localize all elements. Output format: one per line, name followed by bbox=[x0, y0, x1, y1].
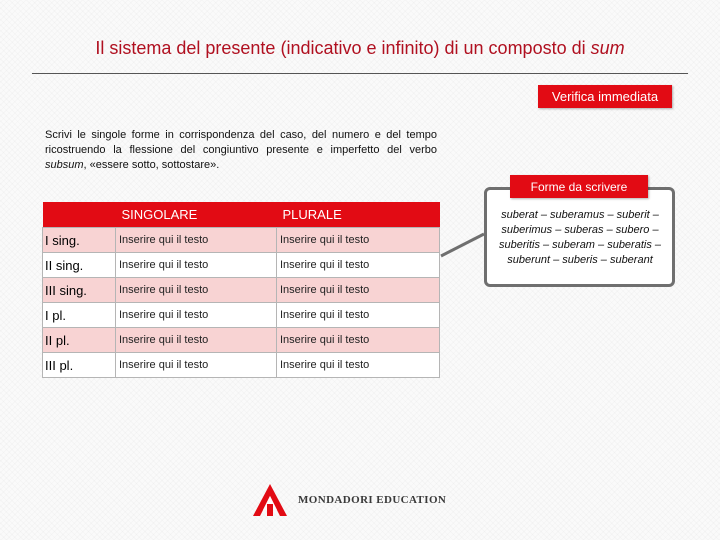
row-label: II sing. bbox=[43, 253, 116, 278]
input-cell-singolare[interactable]: Inserire qui il testo bbox=[116, 228, 277, 253]
mondadori-rose-icon bbox=[250, 482, 290, 518]
verifica-immediata-button[interactable]: Verifica immediata bbox=[538, 85, 672, 108]
table-row bbox=[43, 353, 440, 378]
forme-da-scrivere-label: Forme da scrivere bbox=[510, 175, 648, 198]
page-title-text: Il sistema del presente (indicativo e infinito) di un composto di bbox=[95, 38, 591, 58]
input-cell-singolare[interactable]: Inserire qui il testo bbox=[116, 303, 277, 328]
input-cell-plurale[interactable]: Inserire qui il testo bbox=[277, 353, 440, 378]
page-title-italic: sum bbox=[590, 38, 625, 58]
input-cell-plurale[interactable]: Inserire qui il testo bbox=[277, 328, 440, 353]
table-row bbox=[43, 303, 440, 328]
row-label: I pl. bbox=[43, 303, 116, 328]
input-cell-singolare[interactable]: Inserire qui il testo bbox=[116, 328, 277, 353]
header-empty bbox=[43, 202, 116, 228]
mondadori-logo bbox=[250, 482, 470, 518]
input-cell-plurale[interactable]: Inserire qui il testo bbox=[277, 253, 440, 278]
conjugation-table bbox=[42, 202, 440, 378]
input-cell-singolare[interactable]: Inserire qui il testo bbox=[116, 253, 277, 278]
logo-text: MONDADORI EDUCATION bbox=[298, 494, 447, 506]
instructions-gloss: , «essere sotto, sottostare». bbox=[83, 159, 220, 171]
table-row bbox=[43, 278, 440, 303]
input-cell-plurale[interactable]: Inserire qui il testo bbox=[277, 228, 440, 253]
forme-list: suberat – suberamus – suberit – suberimus – suberas – subero – suberitis – suberam – suberatis – suberunt – suberis – suberant bbox=[498, 209, 662, 266]
table-row bbox=[43, 228, 440, 253]
header-singolare: SINGOLARE bbox=[116, 202, 277, 228]
row-label: III pl. bbox=[43, 353, 116, 378]
instructions bbox=[45, 128, 437, 173]
table-header-row bbox=[43, 202, 440, 228]
input-cell-plurale[interactable]: Inserire qui il testo bbox=[277, 303, 440, 328]
header-plurale: PLURALE bbox=[277, 202, 440, 228]
instructions-verb: subsum bbox=[45, 159, 84, 171]
row-label: II pl. bbox=[43, 328, 116, 353]
table-row bbox=[43, 328, 440, 353]
input-cell-plurale[interactable]: Inserire qui il testo bbox=[277, 278, 440, 303]
page-title bbox=[0, 38, 720, 59]
instructions-text: Scrivi le singole forme in corrispondenza del caso, del numero e del tempo ricostruendo la flessione del congiuntivo presente e imperfetto del verbo bbox=[45, 129, 437, 156]
input-cell-singolare[interactable]: Inserire qui il testo bbox=[116, 353, 277, 378]
row-label: III sing. bbox=[43, 278, 116, 303]
row-label: I sing. bbox=[43, 228, 116, 253]
input-cell-singolare[interactable]: Inserire qui il testo bbox=[116, 278, 277, 303]
table-row bbox=[43, 253, 440, 278]
title-divider bbox=[32, 73, 688, 74]
